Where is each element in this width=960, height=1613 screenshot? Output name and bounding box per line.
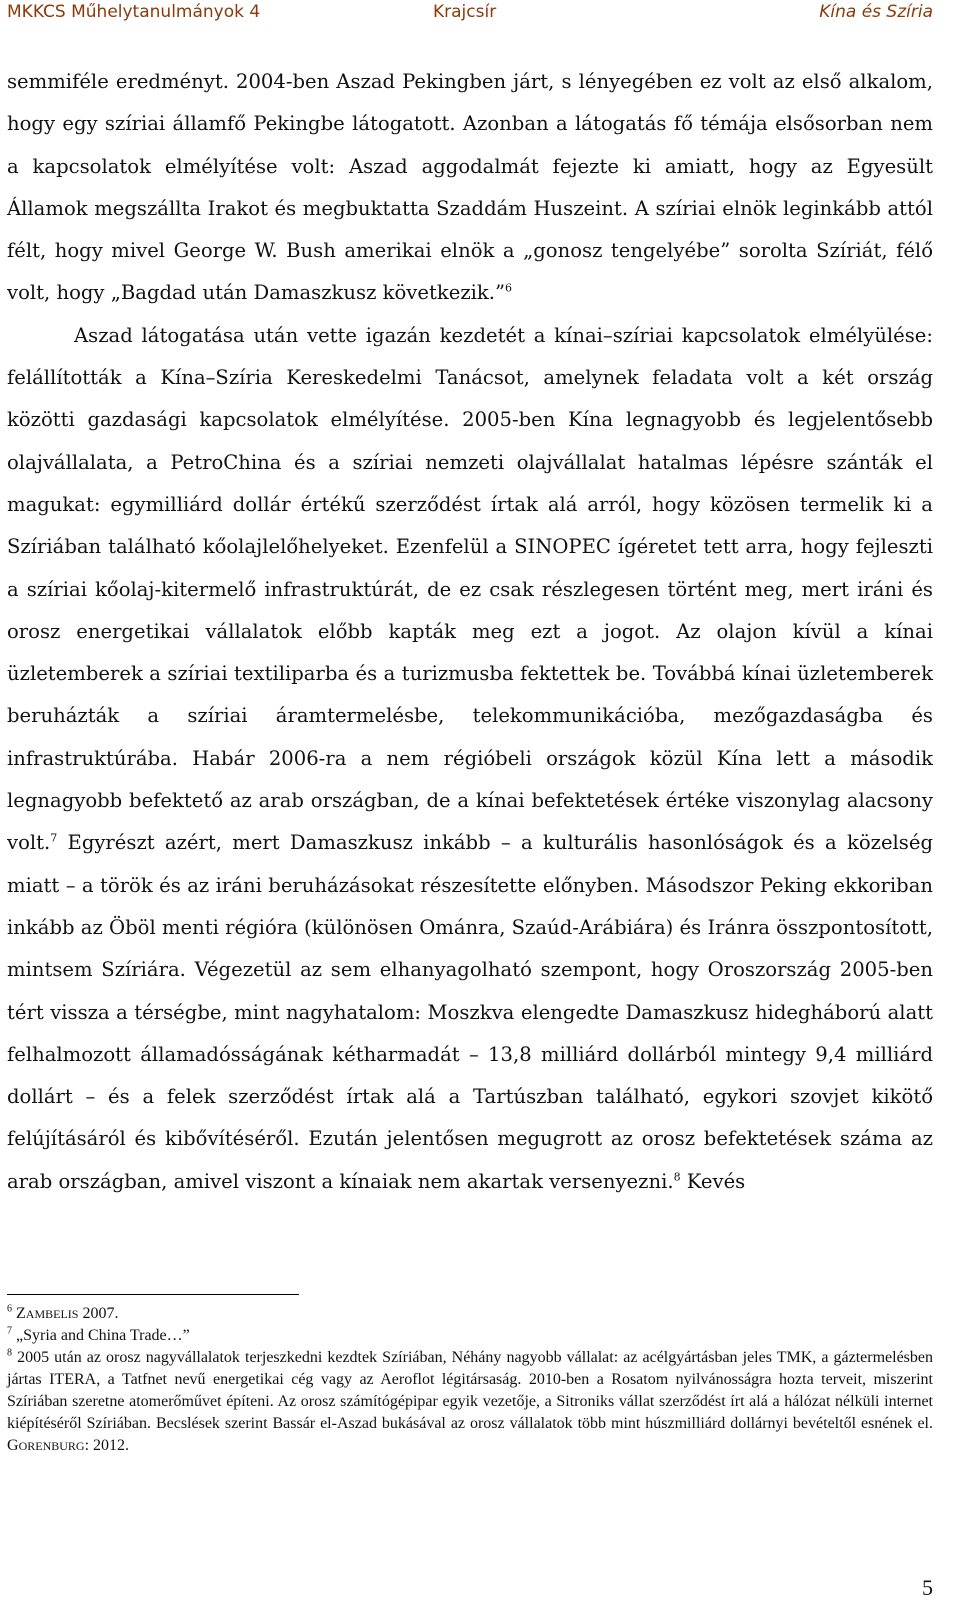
footnote-text: 2005 után az orosz nagyvállalatok terjeszkedni kezdtek Szíriában, Néhány nagyobb vállalat: az acélgyártásban jeles TMK, a gáztermelésben jártas ITERA, a Tatfnet nevű energetikai cég vagy az Aeroflot légitársaság. 2010-ben a Rosatom nyilvánosságra hozta terveit, miszerint Szíriában szeretne atomerőművet építeni. Az orosz számítógépipar egyik vezetője, a Sitroniks vállat szerződést írt alá a hálózat nélküli internet kiépítéséről Szíriában. Becslések szerint Bassár el-Aszad bukásával az orosz vállalatok több mint húszmilliárd dollárnyi bevételtől esnének el. (7, 1349, 934, 1432)
footnotes (7, 1303, 933, 1457)
footnote-number: 7 (7, 1325, 12, 1337)
footnote-author: ZAMBELIS (16, 1305, 79, 1322)
footnote (7, 1325, 933, 1347)
footnote-text: „Syria and China Trade…” (16, 1327, 190, 1344)
footnote-separator (7, 1294, 299, 1295)
footnote-year: 2007. (78, 1305, 119, 1322)
page-header (7, 0, 933, 30)
paragraph-text: semmiféle eredményt. 2004-ben Aszad Pekingben járt, s lényegében ez volt az első alkalom, hogy egy szíriai államfő Pekingbe látogatott. Azonban a látogatás fő témája elsősorban nem a kapcsolatok elmélyítése volt: Aszad aggodalmát fejezte ki amiatt, hogy az Egyesült Államok megszállta Irakot és megbuktatta Szaddám Huszeint. A szíriai elnök leginkább attól félt, hogy mivel George W. Bush amerikai elnök a „gonosz tengelyébe” sorolta Szíriát, félő volt, hogy „Bagdad után Damaszkusz következik.” (7, 70, 933, 305)
paragraph (7, 61, 933, 315)
footnote (7, 1303, 933, 1325)
paragraph (7, 315, 933, 1203)
page-number: 5 (922, 1575, 933, 1600)
footnote-number: 6 (7, 1303, 12, 1315)
header-publication: MKKCS Műhelytanulmányok 4 (7, 2, 261, 22)
footnote-ref: 8 (673, 1170, 681, 1184)
paragraph-text: Aszad látogatása után vette igazán kezdetét a kínai–szíriai kapcsolatok elmélyülése: felállították a Kína–Szíria Kereskedelmi Tanácsot, amelynek feladata volt a két ország közötti gazdasági kapcsolatok elmélyítése. 2005-ben Kína legnagyobb és legjelentősebb olajvállalata, a PetroChina és a szíriai nemzeti olajvállalat hatalmas lépésre szánták el magukat: egymilliárd dollár értékű szerződést írtak alá arról, hogy közösen termelik ki a Szíriában található kőolajlelőhelyeket. Ezenfelül a SINOPEC ígéretet tett arra, hogy fejleszti a szíriai kőolaj-kitermelő infrastruktúrát, de ez csak részlegesen történt meg, mert iráni és orosz energetikai vállalatok előbb kapták meg ezt a jogot. Az olajon kívül a kínai üzletemberek a szíriai textiliparba és a turizmusba fektettek be. Továbbá kínai üzletemberek beruházták a szíriai áramtermelésbe, telekommunikációba, mezőgazdaságba és infrastruktúrába. Habár 2006-ra a nem régióbeli országok közül Kína lett a második legnagyobb befektető az arab országban, de a kínai befektetések értéke viszonylag alacsony volt. (7, 323, 933, 855)
footnote-ref: 7 (50, 831, 58, 845)
footnote: $^8$ 2005 után az orosz nagyvállalatok terjeszkedni kezdtek Szíriában, Néhány nagyobb vállalat: az acélgyártásban jeles TMK, a gáztermelésben jártas ITERA, a Tatfnet nevű energetikai cég vagy az Aeroflot légitársaság. 2010-ben a Rosatom nyilvánosságra hozta terveit, miszerint Szíriában szeretne atomerőművet építeni. Az orosz számítógépipar egyik vezetője, a Sitroniks vállat szerződést írt alá a hálózat nélküli internet kiépítéséről Szíriában. Becslések szerint Bassár el-Aszad bukásával az orosz vállalatok több mint húszmilliárd dollárnyi bevételtől esnének el. GORENBURG: 2012. (7, 1347, 934, 1454)
paragraph-text: Egyrészt azért, mert Damaszkusz inkább – a kulturális hasonlóságok és a közelség miatt – a török és az iráni beruházásokat részesítette előnyben. Másodszor Peking ekkoriban inkább az Öböl menti régióra (különösen Ománra, Szaúd-Arábiára) és Iránra összpontosított, mintsem Szíriára. Végezetül az sem elhanyagolható szempont, hogy Oroszország 2005-ben tért vissza a térségbe, mint nagyhatalom: Moszkva elengedte Damaszkusz hidegháború alatt felhalmozott államadósságának kétharmadát – 13,8 milliárd dollárból mintegy 9,4 milliárd dollárt – és a felek szerződést írtak alá a Tartúszban található, egykori szovjet kikötő felújításáról és kibővítéséről. Ezután jelentősen megugrott az orosz befektetések száma az arab országban, amivel viszont a kínaiak nem akartak versenyezni. (7, 831, 933, 1193)
footnote-ref: 6 (505, 281, 513, 295)
footnote-number: 8 (7, 1347, 12, 1359)
header-title: Kína és Szíria (819, 2, 933, 22)
paragraph-text: Kevés (680, 1169, 746, 1193)
main-text (7, 61, 933, 1203)
header-author: Krajcsír (433, 2, 497, 22)
